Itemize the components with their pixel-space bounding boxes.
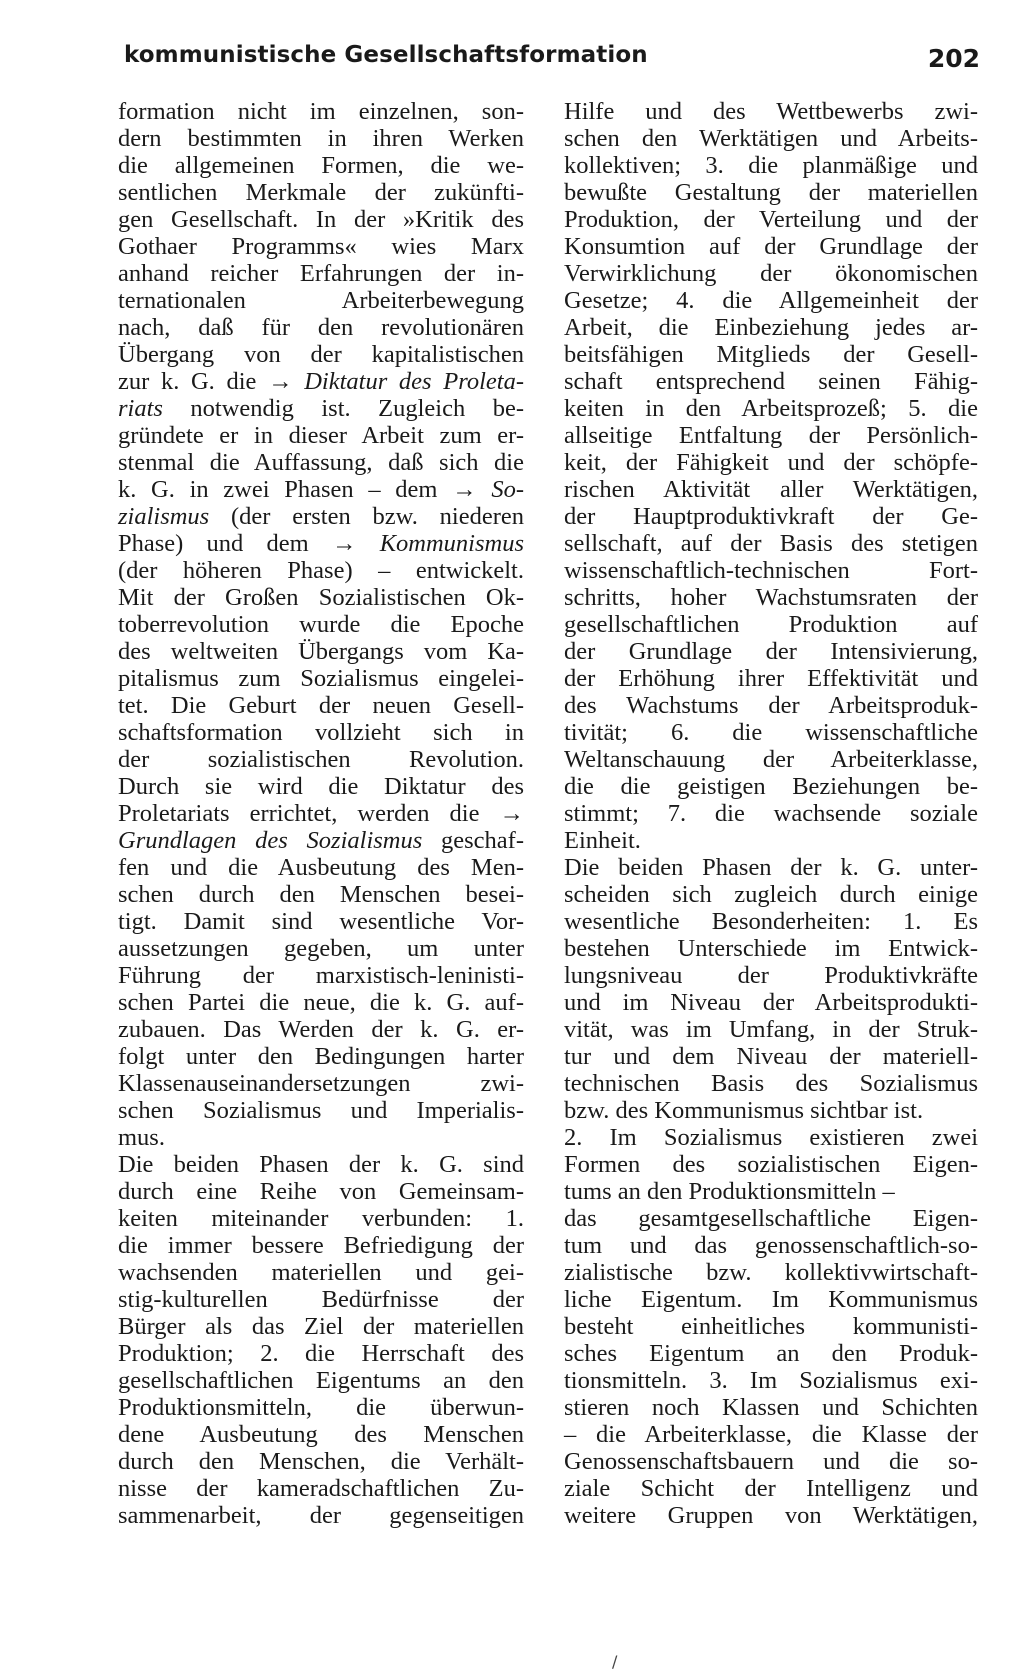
italic-term: Grundlagen des Sozialismus [118, 827, 423, 854]
text-line [564, 1232, 978, 1259]
line-text: Verwirklichung der ökonomischen [564, 260, 978, 287]
text-line [564, 881, 978, 908]
text-line [118, 1475, 524, 1502]
text-line [118, 1448, 524, 1475]
text-line [118, 395, 524, 422]
line-text: wachsenden materiellen und gei- [118, 1259, 524, 1286]
line-text: schaftsformation vollzieht sich in [118, 719, 524, 746]
line-text: bewußte Gestaltung der materiellen [564, 179, 978, 206]
line-text: geschaf- [422, 827, 524, 854]
line-text: gesellschaftlichen Produktion auf [564, 611, 978, 638]
line-text: Gothaer Programms« wies Marx [118, 233, 524, 260]
text-line [118, 773, 524, 800]
line-text: tionsmitteln. 3. Im Sozialismus exi- [564, 1367, 978, 1394]
line-text: stenmal die Auffassung, daß sich die [118, 449, 524, 476]
line-text: technischen Basis des Sozialismus [564, 1070, 978, 1097]
text-line [564, 773, 978, 800]
line-text: bestehen Unterschiede im Entwick- [564, 935, 978, 962]
line-text: notwendig ist. Zugleich be- [162, 395, 524, 422]
text-line [118, 557, 524, 584]
line-text: – die Arbeiterklasse, die Klasse der [564, 1421, 978, 1448]
text-line [118, 962, 524, 989]
text-line [564, 1286, 978, 1313]
text-line [118, 1124, 524, 1151]
text-line [564, 935, 978, 962]
line-text: schen Sozialismus und Imperialis- [118, 1097, 524, 1124]
text-line [118, 1232, 524, 1259]
line-text: Konsumtion auf der Grundlage der [564, 233, 978, 260]
text-line [118, 449, 524, 476]
text-line [118, 611, 524, 638]
line-text: tet. Die Geburt der neuen Gesell- [118, 692, 524, 719]
scan-speck: / [612, 1652, 618, 1671]
line-text: tum und das genossenschaftlich-so- [564, 1232, 978, 1259]
text-line [118, 314, 524, 341]
line-text: gen Gesellschaft. In der »Kritik des [118, 206, 524, 233]
text-line [564, 368, 978, 395]
line-text: lungsniveau der Produktivkräfte [564, 962, 978, 989]
line-text: gründete er in dieser Arbeit zum er- [118, 422, 524, 449]
line-text: pitalismus zum Sozialismus eingelei- [118, 665, 524, 692]
line-text: stieren noch Klassen und Schichten [564, 1394, 978, 1421]
text-line [118, 1340, 524, 1367]
text-line [118, 746, 524, 773]
text-line [564, 1340, 978, 1367]
text-line [564, 1502, 978, 1529]
running-head-title: kommunistische Gesellschaftsformation [124, 42, 648, 68]
text-line [118, 1394, 524, 1421]
line-text: Klassenauseinandersetzungen zwi- [118, 1070, 524, 1097]
text-line [118, 1016, 524, 1043]
text-line [564, 476, 978, 503]
line-text: tums an den Produktionsmitteln – [564, 1178, 895, 1205]
text-line [118, 584, 524, 611]
line-text: und im Niveau der Arbeitsprodukti- [564, 989, 978, 1016]
text-line [118, 152, 524, 179]
line-text: folgt unter den Bedingungen harter [118, 1043, 524, 1070]
line-text: liche Eigentum. Im Kommunismus [564, 1286, 978, 1313]
text-line [564, 1259, 978, 1286]
text-line [564, 125, 978, 152]
line-text: der Hauptproduktivkraft der Ge- [564, 503, 978, 530]
text-line [564, 1421, 978, 1448]
text-line [564, 395, 978, 422]
text-line [118, 503, 524, 530]
text-line [118, 854, 524, 881]
line-text: Bürger als das Ziel der materiellen [118, 1313, 524, 1340]
line-text: die die geistigen Beziehungen be- [564, 773, 978, 800]
line-text: fen und die Ausbeutung des Men- [118, 854, 524, 881]
line-text: Formen des sozialistischen Eigen- [564, 1151, 978, 1178]
line-text: allseitige Entfaltung der Persönlich- [564, 422, 978, 449]
text-line [118, 98, 524, 125]
line-text: Gesetze; 4. die Allgemeinheit der [564, 287, 978, 314]
italic-term: So- [491, 476, 524, 503]
text-line [564, 179, 978, 206]
text-line [118, 287, 524, 314]
text-line [564, 1016, 978, 1043]
text-line [564, 827, 978, 854]
line-text: schen durch den Menschen besei- [118, 881, 524, 908]
text-line [118, 1070, 524, 1097]
line-text: (der ersten bzw. niederen [209, 503, 524, 530]
text-line [118, 935, 524, 962]
line-text: Einheit. [564, 827, 641, 854]
line-text: schaft entsprechend seinen Fähig- [564, 368, 978, 395]
text-line [118, 476, 524, 503]
line-text: mus. [118, 1124, 165, 1151]
text-line [564, 1205, 978, 1232]
line-text: wissenschaftlich-technischen Fort- [564, 557, 978, 584]
line-text: der sozialistischen Revolution. [118, 746, 524, 773]
text-line [118, 719, 524, 746]
page-number: 202 [927, 44, 980, 73]
text-column-right [564, 98, 978, 1529]
line-text: dene Ausbeutung des Menschen [118, 1421, 524, 1448]
line-text: zur k. G. die → [118, 368, 305, 395]
text-line [564, 422, 978, 449]
line-text: anhand reicher Erfahrungen der in- [118, 260, 524, 287]
text-line [118, 638, 524, 665]
line-text: formation nicht im einzelnen, son- [118, 98, 524, 125]
line-text: dern bestimmten in ihren Werken [118, 125, 524, 152]
text-line [118, 1097, 524, 1124]
line-text: scheiden sich zugleich durch einige [564, 881, 978, 908]
line-text: stimmt; 7. die wachsende soziale [564, 800, 978, 827]
text-line [564, 665, 978, 692]
italic-term: zialismus [118, 503, 210, 530]
text-line [564, 989, 978, 1016]
line-text: kollektiven; 3. die planmäßige und [564, 152, 978, 179]
text-line [564, 314, 978, 341]
text-line [564, 260, 978, 287]
line-text: Proletariats errichtet, werden die → [118, 800, 524, 827]
text-line [564, 1367, 978, 1394]
text-line [118, 530, 524, 557]
line-text: durch den Menschen, die Verhält- [118, 1448, 524, 1475]
text-line [118, 1259, 524, 1286]
text-line [564, 584, 978, 611]
line-text: (der höheren Phase) – entwickelt. [118, 557, 524, 584]
text-line [564, 287, 978, 314]
line-text: schen den Werktätigen und Arbeits- [564, 125, 978, 152]
text-line [564, 1151, 978, 1178]
text-line [118, 1043, 524, 1070]
line-text: Durch sie wird die Diktatur des [118, 773, 524, 800]
line-text: keiten in den Arbeitsprozeß; 5. die [564, 395, 978, 422]
text-line [118, 989, 524, 1016]
line-text: besteht einheitliches kommunisti- [564, 1313, 978, 1340]
line-text: Hilfe und des Wettbewerbs zwi- [564, 98, 978, 125]
text-line [564, 692, 978, 719]
line-text: zialistische bzw. kollektivwirtschaft- [564, 1259, 978, 1286]
line-text: des weltweiten Übergangs vom Ka- [118, 638, 524, 665]
line-text: Die beiden Phasen der k. G. unter- [564, 854, 978, 881]
line-text: die allgemeinen Formen, die we- [118, 152, 524, 179]
text-line [118, 1313, 524, 1340]
italic-term: Diktatur des Proleta- [304, 368, 524, 395]
line-text: sammenarbeit, der gegenseitigen [118, 1502, 524, 1529]
text-line [564, 503, 978, 530]
line-text: zubauen. Das Werden der k. G. er- [118, 1016, 524, 1043]
text-line [564, 206, 978, 233]
line-text: das gesamtgesellschaftliche Eigen- [564, 1205, 978, 1232]
text-line [118, 1205, 524, 1232]
text-line [564, 557, 978, 584]
line-text: weitere Gruppen von Werktätigen, [564, 1502, 978, 1529]
line-text: keit, der Fähigkeit und der schöpfe- [564, 449, 978, 476]
text-line [564, 1097, 978, 1124]
text-line [564, 233, 978, 260]
italic-term: Kommunismus [379, 530, 524, 557]
text-line [564, 1070, 978, 1097]
text-line [118, 1421, 524, 1448]
text-line [564, 854, 978, 881]
text-line [118, 665, 524, 692]
text-line [564, 908, 978, 935]
text-line [118, 368, 524, 395]
text-line [564, 1448, 978, 1475]
line-text: sellschaft, auf der Basis des stetigen [564, 530, 978, 557]
text-line [118, 125, 524, 152]
text-line [564, 530, 978, 557]
line-text: beitsfähigen Mitglieds der Gesell- [564, 341, 978, 368]
text-line [564, 1313, 978, 1340]
text-column-left [118, 98, 524, 1529]
text-line [564, 962, 978, 989]
line-text: ternationalen Arbeiterbewegung [118, 287, 524, 314]
text-line [118, 692, 524, 719]
text-line [564, 1475, 978, 1502]
text-line [118, 233, 524, 260]
line-text: toberrevolution wurde die Epoche [118, 611, 524, 638]
line-text: Produktionsmitteln, die überwun- [118, 1394, 524, 1421]
text-line [118, 1502, 524, 1529]
line-text: die immer bessere Befriedigung der [118, 1232, 524, 1259]
text-line [564, 1394, 978, 1421]
line-text: bzw. des Kommunismus sichtbar ist. [564, 1097, 924, 1124]
line-text: Arbeit, die Einbeziehung jedes ar- [564, 314, 978, 341]
text-line [118, 800, 524, 827]
line-text: nach, daß für den revolutionären [118, 314, 524, 341]
line-text: tur und dem Niveau der materiell- [564, 1043, 978, 1070]
line-text: wesentliche Besonderheiten: 1. Es [564, 908, 978, 935]
text-line [564, 1043, 978, 1070]
text-line [118, 179, 524, 206]
italic-term: riats [118, 395, 163, 422]
line-text: Weltanschauung der Arbeiterklasse, [564, 746, 978, 773]
text-line [118, 908, 524, 935]
text-line [564, 719, 978, 746]
line-text: Übergang von der kapitalistischen [118, 341, 524, 368]
text-line [118, 206, 524, 233]
line-text: der Erhöhung ihrer Effektivität und [564, 665, 978, 692]
line-text: sentlichen Merkmale der zukünfti- [118, 179, 524, 206]
text-line [564, 638, 978, 665]
line-text: rischen Aktivität aller Werktätigen, [564, 476, 978, 503]
line-text: durch eine Reihe von Gemeinsam- [118, 1178, 524, 1205]
line-text: Phase) und dem → [118, 530, 380, 557]
text-line [118, 881, 524, 908]
line-text: Produktion; 2. die Herrschaft des [118, 1340, 524, 1367]
line-text: stig-kulturellen Bedürfnisse der [118, 1286, 524, 1313]
line-text: Führung der marxistisch-leninisti- [118, 962, 524, 989]
line-text: vität, was im Umfang, in der Struk- [564, 1016, 978, 1043]
text-line [564, 1124, 978, 1151]
text-line [118, 1286, 524, 1313]
text-line [564, 746, 978, 773]
line-text: nisse der kameradschaftlichen Zu- [118, 1475, 524, 1502]
line-text: 2. Im Sozialismus existieren zwei [564, 1124, 978, 1151]
text-line [118, 1367, 524, 1394]
text-line [118, 260, 524, 287]
text-line [118, 422, 524, 449]
line-text: Produktion, der Verteilung und der [564, 206, 978, 233]
line-text: ziale Schicht der Intelligenz und [564, 1475, 978, 1502]
line-text: des Wachstums der Arbeitsproduk- [564, 692, 978, 719]
line-text: schen Partei die neue, die k. G. auf- [118, 989, 524, 1016]
text-line [118, 1178, 524, 1205]
text-line [564, 611, 978, 638]
line-text: k. G. in zwei Phasen – dem → [118, 476, 492, 503]
line-text: schritts, hoher Wachstumsraten der [564, 584, 978, 611]
text-line [118, 341, 524, 368]
text-line [564, 1178, 978, 1205]
line-text: der Grundlage der Intensivierung, [564, 638, 978, 665]
line-text: Mit der Großen Sozialistischen Ok- [118, 584, 524, 611]
text-line [118, 1151, 524, 1178]
line-text: tivität; 6. die wissenschaftliche [564, 719, 978, 746]
text-line [564, 98, 978, 125]
line-text: gesellschaftlichen Eigentums an den [118, 1367, 524, 1394]
line-text: Die beiden Phasen der k. G. sind [118, 1151, 524, 1178]
line-text: sches Eigentum an den Produk- [564, 1340, 978, 1367]
line-text: keiten miteinander verbunden: 1. [118, 1205, 524, 1232]
text-line [118, 827, 524, 854]
text-line [564, 152, 978, 179]
text-line [564, 800, 978, 827]
text-line [564, 449, 978, 476]
line-text: Genossenschaftsbauern und die so- [564, 1448, 978, 1475]
line-text: tigt. Damit sind wesentliche Vor- [118, 908, 524, 935]
line-text: aussetzungen gegeben, um unter [118, 935, 524, 962]
text-line [564, 341, 978, 368]
